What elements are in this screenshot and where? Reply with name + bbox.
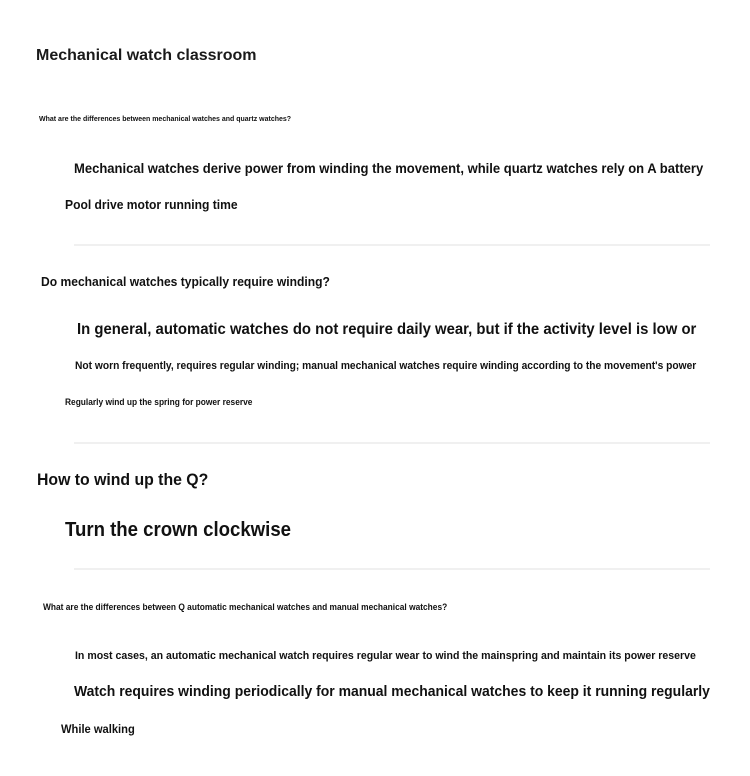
faq-question: What are the differences between Q automatic mechanical watches and manual mechanical watches? [43, 602, 448, 612]
section-divider [74, 244, 710, 246]
faq-answer-line: Mechanical watches derive power from winding the movement, while quartz watches rely on A battery [74, 160, 704, 176]
faq-answer-line: In general, automatic watches do not require daily wear, but if the activity level is low or [77, 321, 697, 338]
faq-answer-line: In most cases, an automatic mechanical watch requires regular wear to wind the mainspring and maintain its power reserve [75, 650, 696, 662]
page-title: Mechanical watch classroom [36, 47, 257, 64]
faq-answer-line: Watch requires winding periodically for manual mechanical watches to keep it running regularly [74, 683, 710, 700]
section-divider [74, 568, 710, 570]
faq-question: How to wind up the Q? [37, 470, 209, 489]
faq-answer-line: Turn the crown clockwise [65, 519, 292, 541]
section-divider [74, 442, 710, 444]
faq-answer-line: Pool drive motor running time [65, 197, 238, 212]
faq-answer-line: While walking [61, 722, 135, 736]
faq-question: Do mechanical watches typically require winding? [41, 274, 330, 289]
faq-answer-line: Regularly wind up the spring for power reserve [65, 397, 253, 407]
faq-question: What are the differences between mechanical watches and quartz watches? [39, 116, 292, 123]
faq-answer-line: Not worn frequently, requires regular winding; manual mechanical watches require winding according to the movement's power [75, 360, 697, 372]
